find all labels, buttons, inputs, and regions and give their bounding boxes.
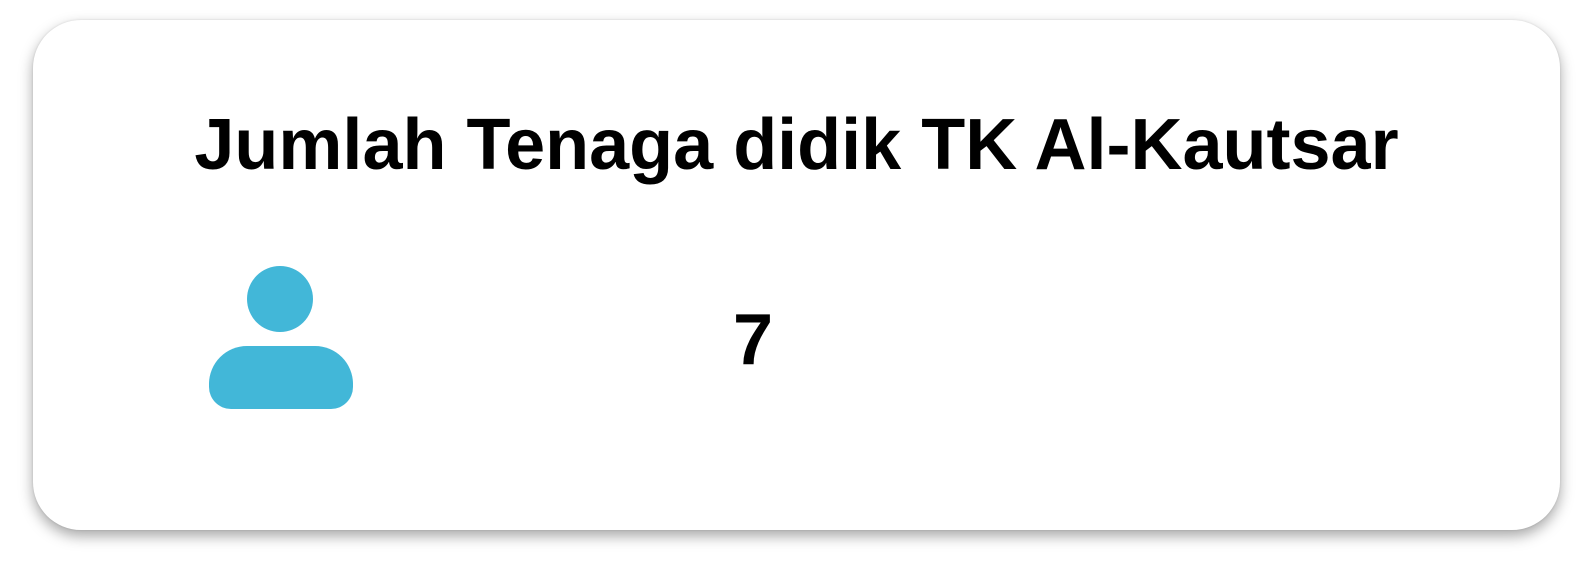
card-title: Jumlah Tenaga didik TK Al-Kautsar [194,105,1399,185]
user-icon-body [209,346,353,409]
stat-value: 7 [732,300,774,380]
user-icon-head [247,266,313,332]
stat-card [33,20,1560,530]
user-icon [207,265,355,413]
